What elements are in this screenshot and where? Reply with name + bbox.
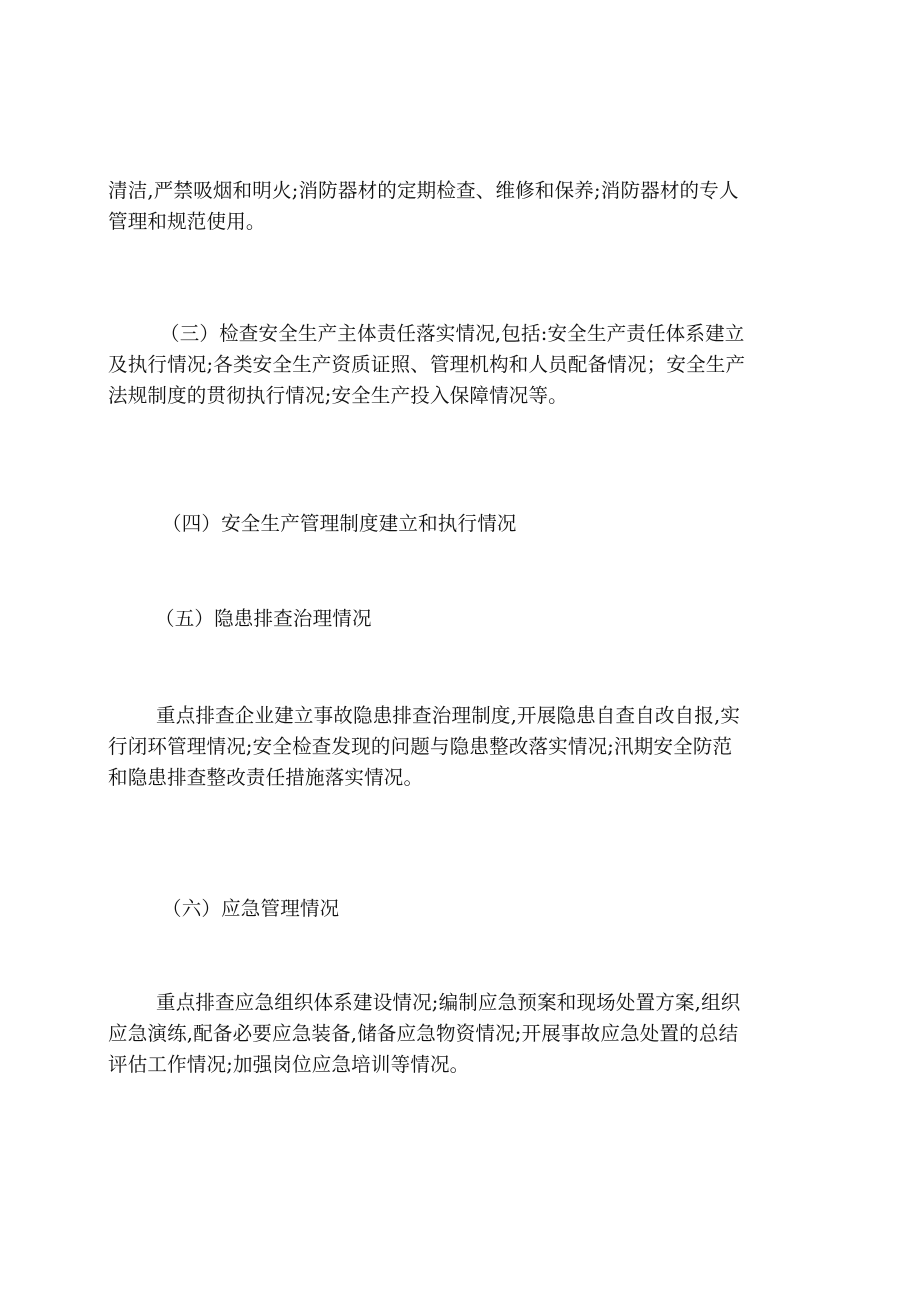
- section-heading-5: （五）隐患排查治理情况: [155, 607, 372, 630]
- paragraph-line: 评估工作情况;加强岗位应急培训等情况。: [108, 1053, 470, 1076]
- paragraph-line: （三）检查安全生产主体责任落实情况,包括:安全生产责任体系建立: [160, 322, 745, 345]
- paragraph-line: 和隐患排查整改责任措施落实情况。: [108, 766, 424, 789]
- paragraph-hazard-investigation: [108, 700, 808, 793]
- paragraph-line: 清洁,严禁吸烟和明火;消防器材的定期检查、维修和保养;消防器材的专人: [108, 179, 739, 202]
- paragraph-emergency-management: [108, 987, 808, 1080]
- paragraph-fire-safety: [108, 175, 808, 237]
- paragraph-line: 重点排查应急组织体系建设情况;编制应急预案和现场处置方案,组织: [156, 991, 741, 1014]
- section-heading-6: （六）应急管理情况: [162, 897, 340, 920]
- paragraph-section-3: [108, 318, 808, 411]
- paragraph-line: 行闭环管理情况;安全检查发现的问题与隐患整改落实情况;汛期安全防范: [108, 735, 733, 758]
- section-heading-4: （四）安全生产管理制度建立和执行情况: [162, 512, 517, 535]
- paragraph-line: 管理和规范使用。: [108, 210, 266, 233]
- paragraph-line: 法规制度的贯彻执行情况;安全生产投入保障情况等。: [108, 384, 568, 407]
- paragraph-line: 重点排查企业建立事故隐患排查治理制度,开展隐患自查自改自报,实: [156, 704, 741, 727]
- paragraph-line: 应急演练,配备必要应急装备,储备应急物资情况;开展事故应急处置的总结: [108, 1022, 739, 1045]
- paragraph-line: 及执行情况;各类安全生产资质证照、管理机构和人员配备情况；安全生产: [108, 353, 746, 376]
